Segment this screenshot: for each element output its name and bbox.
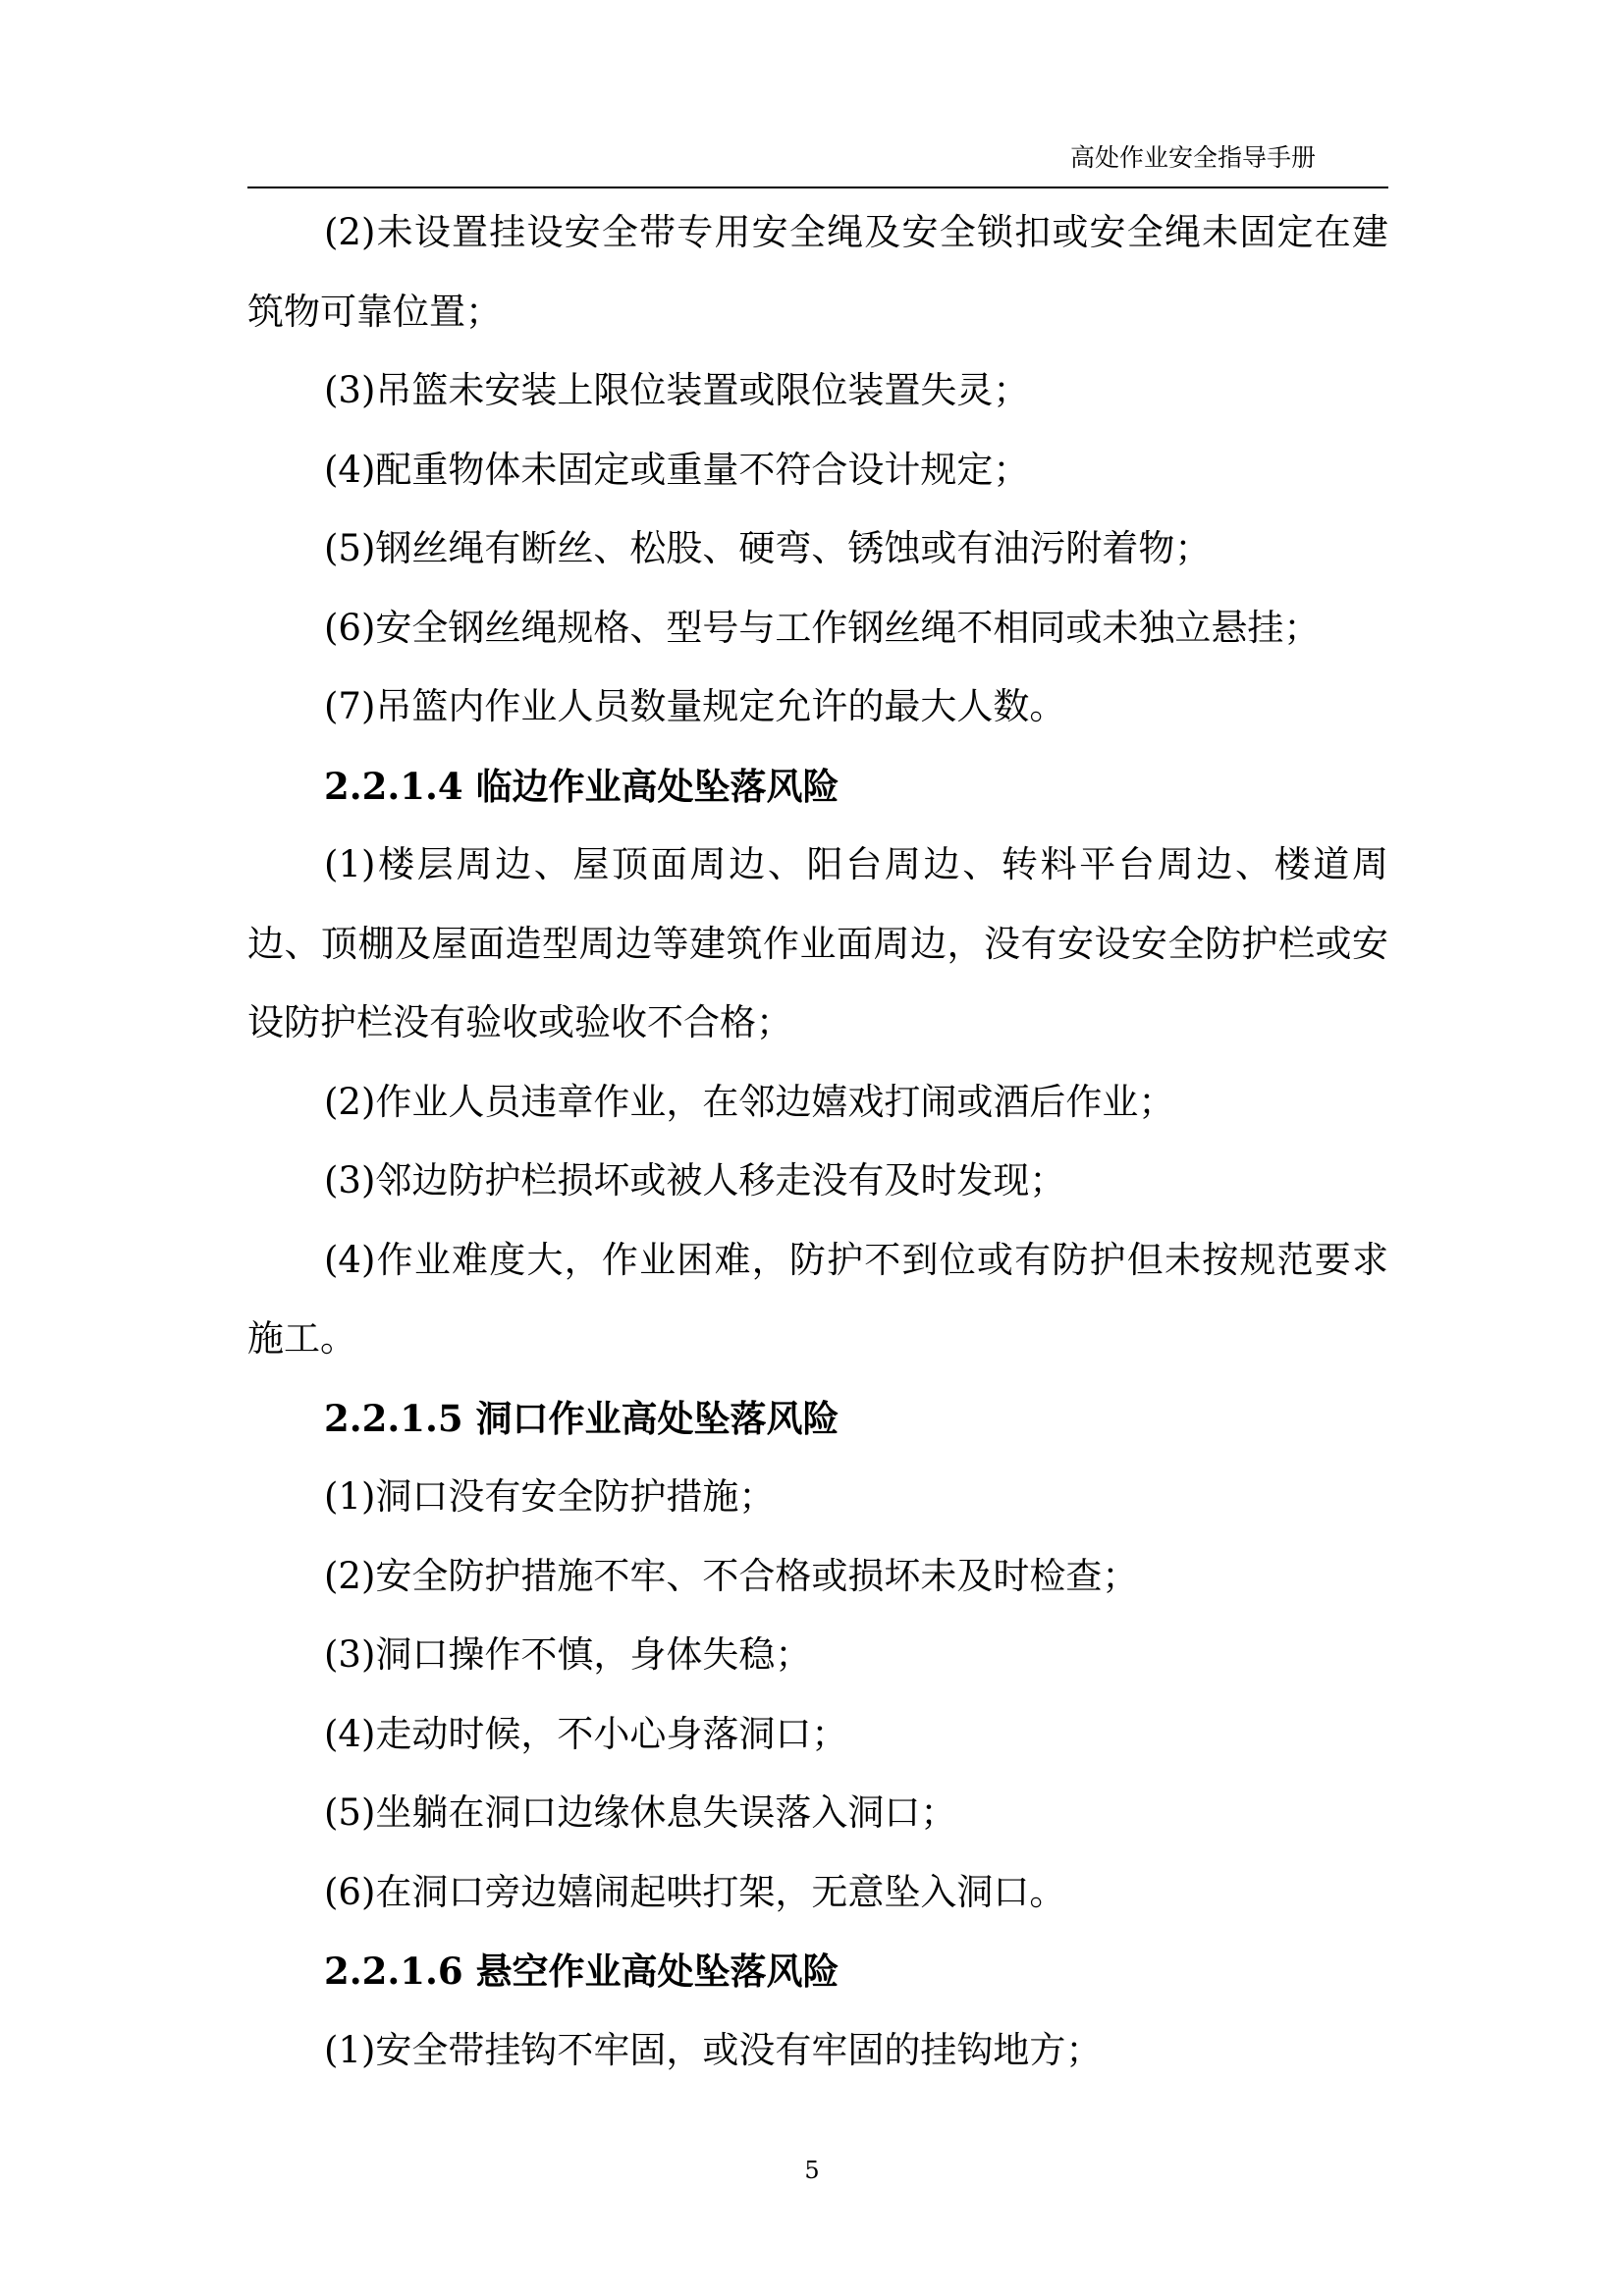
paragraph: (1)洞口没有安全防护措施； [324,1475,776,1518]
section-heading: 2.2.1.6 悬空作业高处坠落风险 [324,1949,839,1993]
paragraph: (1)安全带挂钩不牢固，或没有牢固的挂钩地方； [324,2028,1103,2071]
paragraph: (6)安全钢丝绳规格、型号与工作钢丝绳不相同或未独立悬挂； [324,606,1321,649]
paragraph: (4)走动时候，不小心身落洞口； [324,1712,848,1755]
section-heading: 2.2.1.5 洞口作业高处坠落风险 [324,1396,839,1440]
paragraph: (4)作业难度大，作业困难，防护不到位或有防护但未按规范要求施工。 [247,1238,1388,1360]
paragraph: (1)楼层周边、屋顶面周边、阳台周边、转料平台周边、楼道周边、顶棚及屋面造型周边等建筑作业面周边，没有安设安全防护栏或安设防护栏没有验收或验收不合格； [247,843,1388,1043]
section-heading: 2.2.1.4 临边作业高处坠落风险 [324,764,839,808]
paragraph: (2)作业人员违章作业，在邻边嬉戏打闹或酒后作业； [324,1080,1175,1123]
paragraph: (6)在洞口旁边嬉闹起哄打架，无意坠入洞口。 [324,1870,1066,1913]
paragraph: (3)洞口操作不慎，身体失稳； [324,1633,812,1676]
paragraph: (2)未设置挂设安全带专用安全绳及安全锁扣或安全绳未固定在建筑物可靠位置； [247,211,1388,333]
paragraph: (2)安全防护措施不牢、不合格或损坏未及时检查； [324,1554,1139,1597]
paragraph: (7)吊篮内作业人员数量规定允许的最大人数。 [324,685,1066,727]
page-header [247,137,1388,188]
paragraph: (3)吊篮未安装上限位装置或限位装置失灵； [324,369,1030,411]
document-body [247,193,1388,2090]
header-title: 高处作业安全指导手册 [1069,143,1316,172]
paragraph: (5)钢丝绳有断丝、松股、硬弯、锈蚀或有油污附着物； [324,527,1212,569]
paragraph: (3)邻边防护栏损坏或被人移走没有及时发现； [324,1159,1066,1201]
paragraph: (5)坐躺在洞口边缘休息失误落入洞口； [324,1791,957,1834]
paragraph: (4)配重物体未固定或重量不符合设计规定； [324,448,1030,491]
page-number: 5 [804,2157,820,2184]
